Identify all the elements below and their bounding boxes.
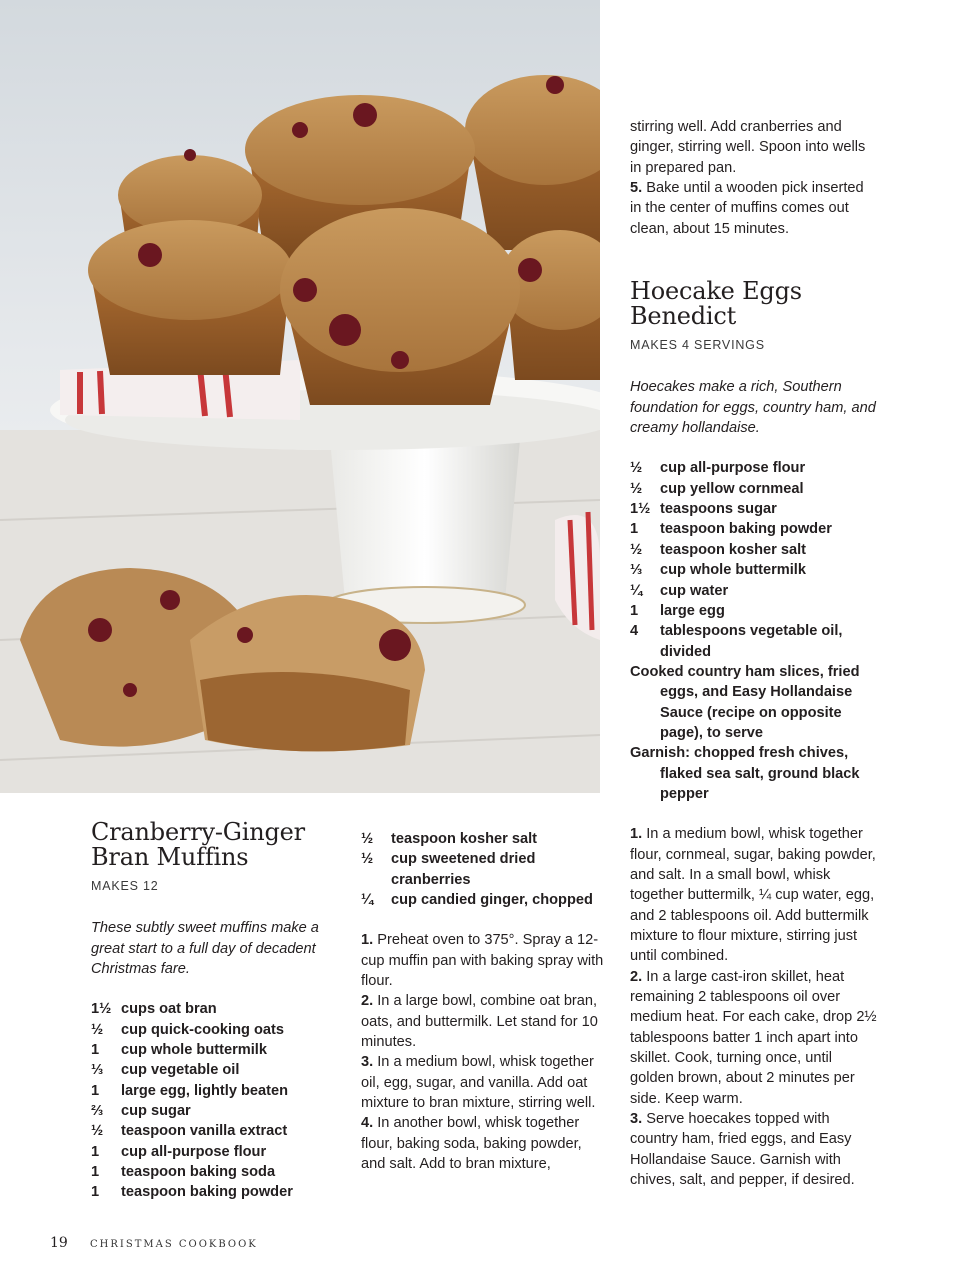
step-number: 1. <box>630 826 643 843</box>
ingredient-row <box>630 621 878 662</box>
ingredient-qty: 1 <box>91 1143 100 1160</box>
muffin-photo <box>0 0 600 793</box>
hoecake-title-line2: Benedict <box>630 301 737 330</box>
hoecake-garnish: Garnish: chopped fresh chives, flaked sea salt, ground black pepper <box>630 745 860 802</box>
ingredient-text: teaspoon baking soda <box>121 1164 276 1181</box>
ingredient-text: teaspoon vanilla extract <box>121 1123 288 1140</box>
hoecake-title <box>630 279 878 328</box>
ingredient-qty: 1½ <box>630 501 651 518</box>
ingredient-qty: 4 <box>630 623 639 640</box>
step-text: In a large bowl, combine oat bran, oats, and buttermilk. Let stand for 10 minutes. <box>361 993 598 1051</box>
ingredient-text: cup vegetable oil <box>121 1062 240 1079</box>
ingredient-text: cup water <box>660 582 729 599</box>
ingredient-row <box>91 1081 323 1101</box>
step-number: 2. <box>361 993 374 1010</box>
step-text: In a medium bowl, whisk together oil, egg, sugar, and vanilla. Add oat mixture to bran mixture, stirring well. <box>361 1054 596 1112</box>
step-number: 3. <box>630 1111 643 1128</box>
ingredient-text: cup whole buttermilk <box>121 1042 267 1059</box>
ingredient-row <box>91 999 323 1019</box>
ingredient-text: cup sweetened dried cranberries <box>391 851 536 888</box>
step-text: Preheat oven to 375°. Spray a 12-cup muffin pan with baking spray with flour. <box>361 932 604 990</box>
ingredient-row <box>630 479 878 499</box>
step <box>630 1109 878 1190</box>
ingredient-qty: 1 <box>630 602 639 619</box>
muffin-step5 <box>630 178 878 239</box>
step-text: In another bowl, whisk together flour, baking soda, baking powder, and salt. Add to bran mixture, <box>361 1115 582 1173</box>
ingredient-text: cup yellow cornmeal <box>660 480 804 497</box>
ingredient-row <box>91 1142 323 1162</box>
running-head: CHRISTMAS COOKBOOK <box>90 1239 258 1250</box>
hoecake-steps <box>630 824 878 1190</box>
hoecake-serve: Cooked country ham slices, fried eggs, and Easy Hollandaise Sauce (recipe on opposite page), to serve <box>630 663 860 741</box>
step <box>361 1052 606 1113</box>
ingredient-qty: ⅔ <box>91 1103 104 1120</box>
muffin-photo-illustration <box>0 0 600 793</box>
ingredient-row <box>361 890 606 910</box>
muffin-ingredients-continued <box>361 829 606 910</box>
ingredient-qty: ½ <box>361 831 374 847</box>
step-number: 1. <box>361 932 374 949</box>
ingredient-text: large egg, lightly beaten <box>121 1082 289 1099</box>
ingredient-text: large egg <box>660 602 725 619</box>
ingredient-qty: 1 <box>91 1164 100 1181</box>
ingredient-qty: 1½ <box>91 1001 112 1018</box>
ingredient-row <box>91 1060 323 1080</box>
step-number: 3. <box>361 1054 374 1071</box>
muffin-step4-continued: stirring well. Add cranberries and ginger, stirring well. Spoon into wells in prepared pan. <box>630 119 866 176</box>
ingredient-qty: ½ <box>630 480 643 497</box>
ingredient-qty: 1 <box>91 1184 100 1201</box>
step-text: In a large cast-iron skillet, heat remaining 2 tablespoons oil over medium heat. For each cake, drop 2½ tablespoons batter 1 inch apart into skillet. Cook, turning once, until golden brown, about 2 minutes per side. Keep warm. <box>630 968 877 1107</box>
step <box>630 967 878 1109</box>
ingredient-row <box>361 829 606 849</box>
right-column <box>630 117 878 1190</box>
ingredient-qty: ⅓ <box>630 562 643 579</box>
step <box>630 824 878 966</box>
step-text: In a medium bowl, whisk together flour, cornmeal, sugar, baking powder, and salt. In a small bowl, whisk together buttermilk, ¼ cup water, egg, and 2 tablespoons oil. Add buttermilk mixture to flour mixture, stirring just until combined. <box>630 826 876 965</box>
muffin-title-line1: Cranberry-Ginger <box>91 818 305 846</box>
ingredient-row <box>630 458 878 478</box>
ingredient-qty: ½ <box>91 1123 104 1140</box>
ingredient-row <box>91 1040 323 1060</box>
muffin-title <box>91 820 323 869</box>
ingredient-text: cups oat bran <box>121 1001 217 1018</box>
ingredient-row <box>91 1121 323 1141</box>
ingredient-qty: 1 <box>630 521 639 538</box>
hoecake-ingredients <box>630 458 878 804</box>
left-column <box>91 820 323 1203</box>
ingredient-row <box>630 560 878 580</box>
ingredient-text: cup sugar <box>121 1103 191 1120</box>
step-number: 2. <box>630 968 643 985</box>
ingredient-qty: ⅓ <box>91 1062 104 1079</box>
ingredient-row <box>630 499 878 519</box>
ingredient-text: teaspoon baking powder <box>660 521 832 538</box>
ingredient-text: cup quick-cooking oats <box>121 1021 284 1038</box>
ingredient-qty: ¼ <box>630 582 643 599</box>
ingredient-row <box>91 1182 323 1202</box>
ingredient-text: cup all-purpose flour <box>660 460 806 477</box>
muffin-intro: These subtly sweet muffins make a great start to a full day of decadent Christmas fare. <box>91 920 319 978</box>
ingredient-row <box>91 1162 323 1182</box>
ingredient-row <box>91 1101 323 1121</box>
page-number: 19 <box>50 1235 68 1251</box>
ingredient-qty: 1 <box>91 1042 100 1059</box>
ingredient-row <box>630 540 878 560</box>
ingredient-row <box>91 1020 323 1040</box>
muffin-title-line2: Bran Muffins <box>91 842 249 871</box>
ingredient-text: tablespoons vegetable oil, divided <box>660 623 843 660</box>
step <box>361 991 606 1052</box>
middle-column <box>361 829 606 1175</box>
ingredient-qty: ½ <box>361 851 374 868</box>
hoecake-title-line1: Hoecake Eggs <box>630 277 802 306</box>
ingredient-row <box>630 601 878 621</box>
ingredient-qty: ½ <box>91 1021 104 1038</box>
muffin-yield: MAKES 12 <box>91 879 159 893</box>
hoecake-yield: MAKES 4 SERVINGS <box>630 338 765 353</box>
step-text: Bake until a wooden pick inserted in the center of muffins comes out clean, about 15 minutes. <box>630 180 864 237</box>
ingredient-qty: ½ <box>630 541 643 558</box>
step-text: Serve hoecakes topped with country ham, fried eggs, and Easy Hollandaise Sauce. Garnish with chives, salt, and pepper, if desired. <box>630 1111 855 1189</box>
ingredient-text: teaspoon kosher salt <box>660 541 806 558</box>
ingredient-text: cup candied ginger, chopped <box>391 892 593 909</box>
ingredient-row <box>630 581 878 601</box>
step <box>361 930 606 991</box>
step-number: 4. <box>361 1115 374 1132</box>
ingredient-text: teaspoon kosher salt <box>391 831 537 847</box>
ingredient-text: cup whole buttermilk <box>660 562 806 579</box>
ingredient-row <box>630 519 878 539</box>
ingredient-text: teaspoons sugar <box>660 501 777 518</box>
ingredient-qty: ¼ <box>361 892 374 909</box>
ingredient-qty: ½ <box>630 460 643 477</box>
hoecake-intro: Hoecakes make a rich, Southern foundation for eggs, country ham, and creamy hollandaise. <box>630 379 876 437</box>
muffin-ingredients <box>91 999 323 1202</box>
step <box>361 1113 606 1174</box>
ingredient-text: teaspoon baking powder <box>121 1184 293 1201</box>
ingredient-qty: 1 <box>91 1082 100 1099</box>
ingredient-row <box>361 849 606 890</box>
ingredient-text: cup all-purpose flour <box>121 1143 267 1160</box>
muffin-steps <box>361 930 606 1174</box>
step-number: 5. <box>630 180 643 197</box>
